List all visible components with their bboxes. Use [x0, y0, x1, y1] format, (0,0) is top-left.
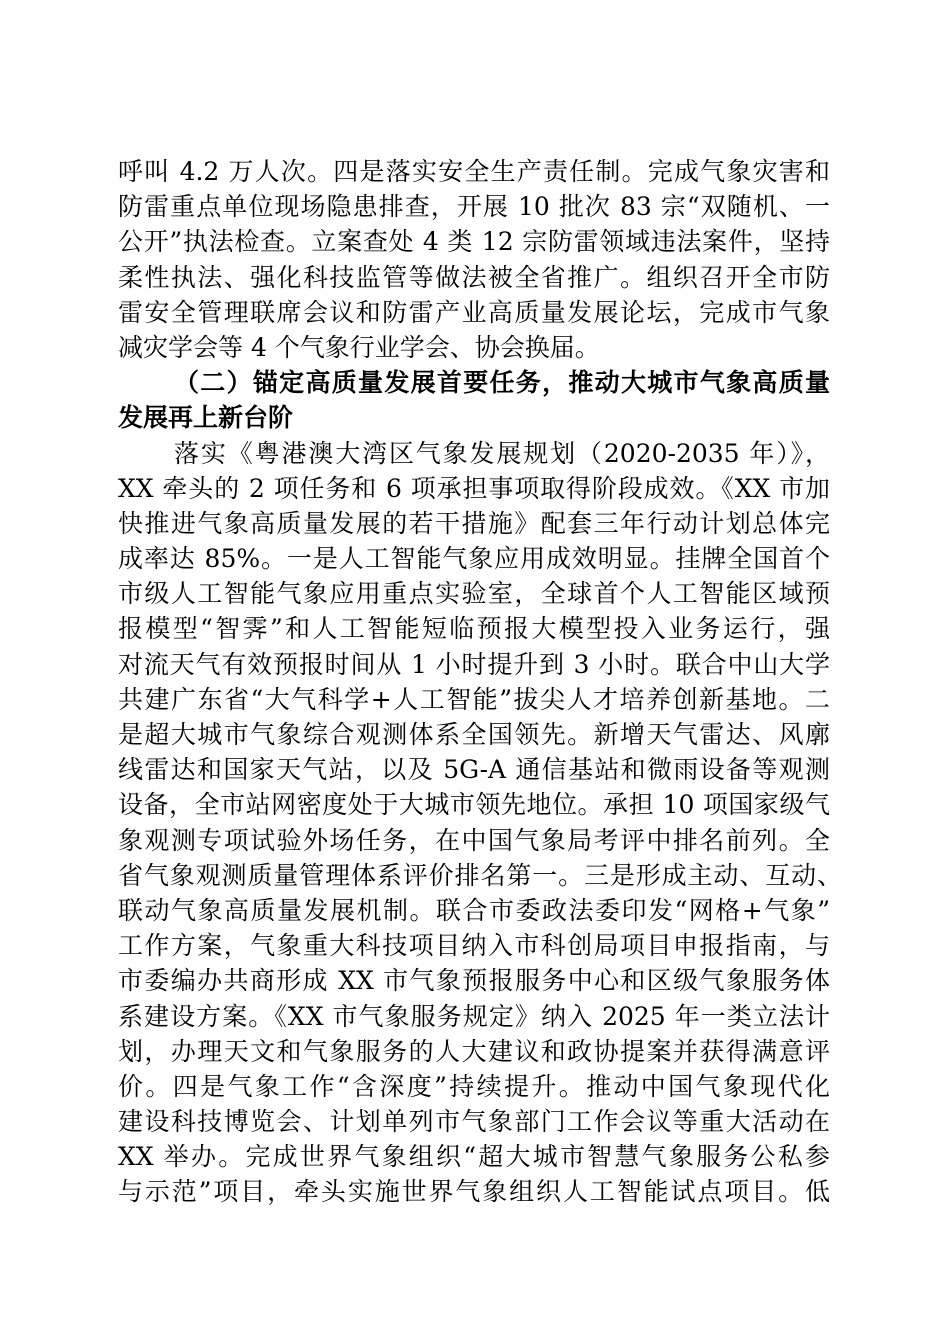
text-line: 市级人工智能气象应用重点实验室，全球首个人工智能区域预 [118, 579, 830, 609]
text-line: XX 举办。完成世界气象组织“超大城市智慧气象服务公私参 [118, 1142, 830, 1172]
text-line: 市委编办共商形成 XX 市气象预报服务中心和区级气象服务体 [118, 966, 830, 996]
text-line: 对流天气有效预报时间从 1 小时提升到 3 小时。联合中山大学 [118, 649, 830, 679]
text-line: 快推进气象高质量发展的若干措施》配套三年行动计划总体完 [118, 508, 830, 538]
text-line: 呼叫 4.2 万人次。四是落实安全生产责任制。完成气象灾害和 [118, 157, 830, 186]
text-line: 落实《粤港澳大湾区气象发展规划（2020-2035 年）》， [174, 438, 830, 468]
text-line: 减灾学会等 4 个气象行业学会、协会换届。 [118, 332, 600, 362]
text-line: 联动气象高质量发展机制。联合市委政法委印发“网格+气象” [118, 895, 830, 925]
text-line: 象观测专项试验外场任务，在中国气象局考评中排名前列。全 [118, 825, 830, 855]
text-line: 线雷达和国家天气站，以及 5G-A 通信基站和微雨设备等观测 [118, 755, 830, 785]
text-line: 与示范”项目，牵头实施世界气象组织人工智能试点项目。低 [118, 1177, 830, 1207]
text-line: 公开”执法检查。立案查处 4 类 12 宗防雷领域违法案件，坚持 [118, 227, 830, 257]
text-line: 省气象观测质量管理体系评价排名第一。三是形成主动、互动、 [118, 860, 842, 890]
text-line: 工作方案，气象重大科技项目纳入市科创局项目申报指南，与 [118, 931, 830, 961]
document-body [118, 154, 842, 1210]
text-line: 建设科技博览会、计划单列市气象部门工作会议等重大活动在 [118, 1107, 830, 1137]
text-line: 雷安全管理联席会议和防雷产业高质量发展论坛，完成市气象 [118, 297, 830, 327]
section-heading-line: （二）锚定高质量发展首要任务，推动大城市气象高质量 [174, 368, 830, 398]
text-line: 设备，全市站网密度处于大城市领先地位。承担 10 项国家级气 [118, 790, 830, 820]
text-line: 价。四是气象工作“含深度”持续提升。推动中国气象现代化 [118, 1071, 830, 1101]
text-line: 柔性执法、强化科技监管等做法被全省推广。组织召开全市防 [118, 262, 830, 292]
text-line: 报模型“智霁”和人工智能短临预报大模型投入业务运行，强 [118, 614, 830, 644]
text-line: 防雷重点单位现场隐患排查，开展 10 批次 83 宗“双随机、一 [118, 192, 830, 222]
text-line: XX 牵头的 2 项任务和 6 项承担事项取得阶段成效。《XX 市加 [118, 473, 830, 503]
text-line: 成率达 85%。一是人工智能气象应用成效明显。挂牌全国首个 [118, 544, 830, 574]
text-line: 系建设方案。《XX 市气象服务规定》纳入 2025 年一类立法计 [118, 1001, 830, 1031]
text-line: 划，办理天文和气象服务的人大建议和政协提案并获得满意评 [118, 1036, 830, 1066]
text-line: 共建广东省“大气科学+人工智能”拔尖人才培养创新基地。二 [118, 684, 830, 714]
section-heading-line: 发展再上新台阶 [118, 403, 294, 433]
text-line: 是超大城市气象综合观测体系全国领先。新增天气雷达、风廓 [118, 720, 830, 749]
